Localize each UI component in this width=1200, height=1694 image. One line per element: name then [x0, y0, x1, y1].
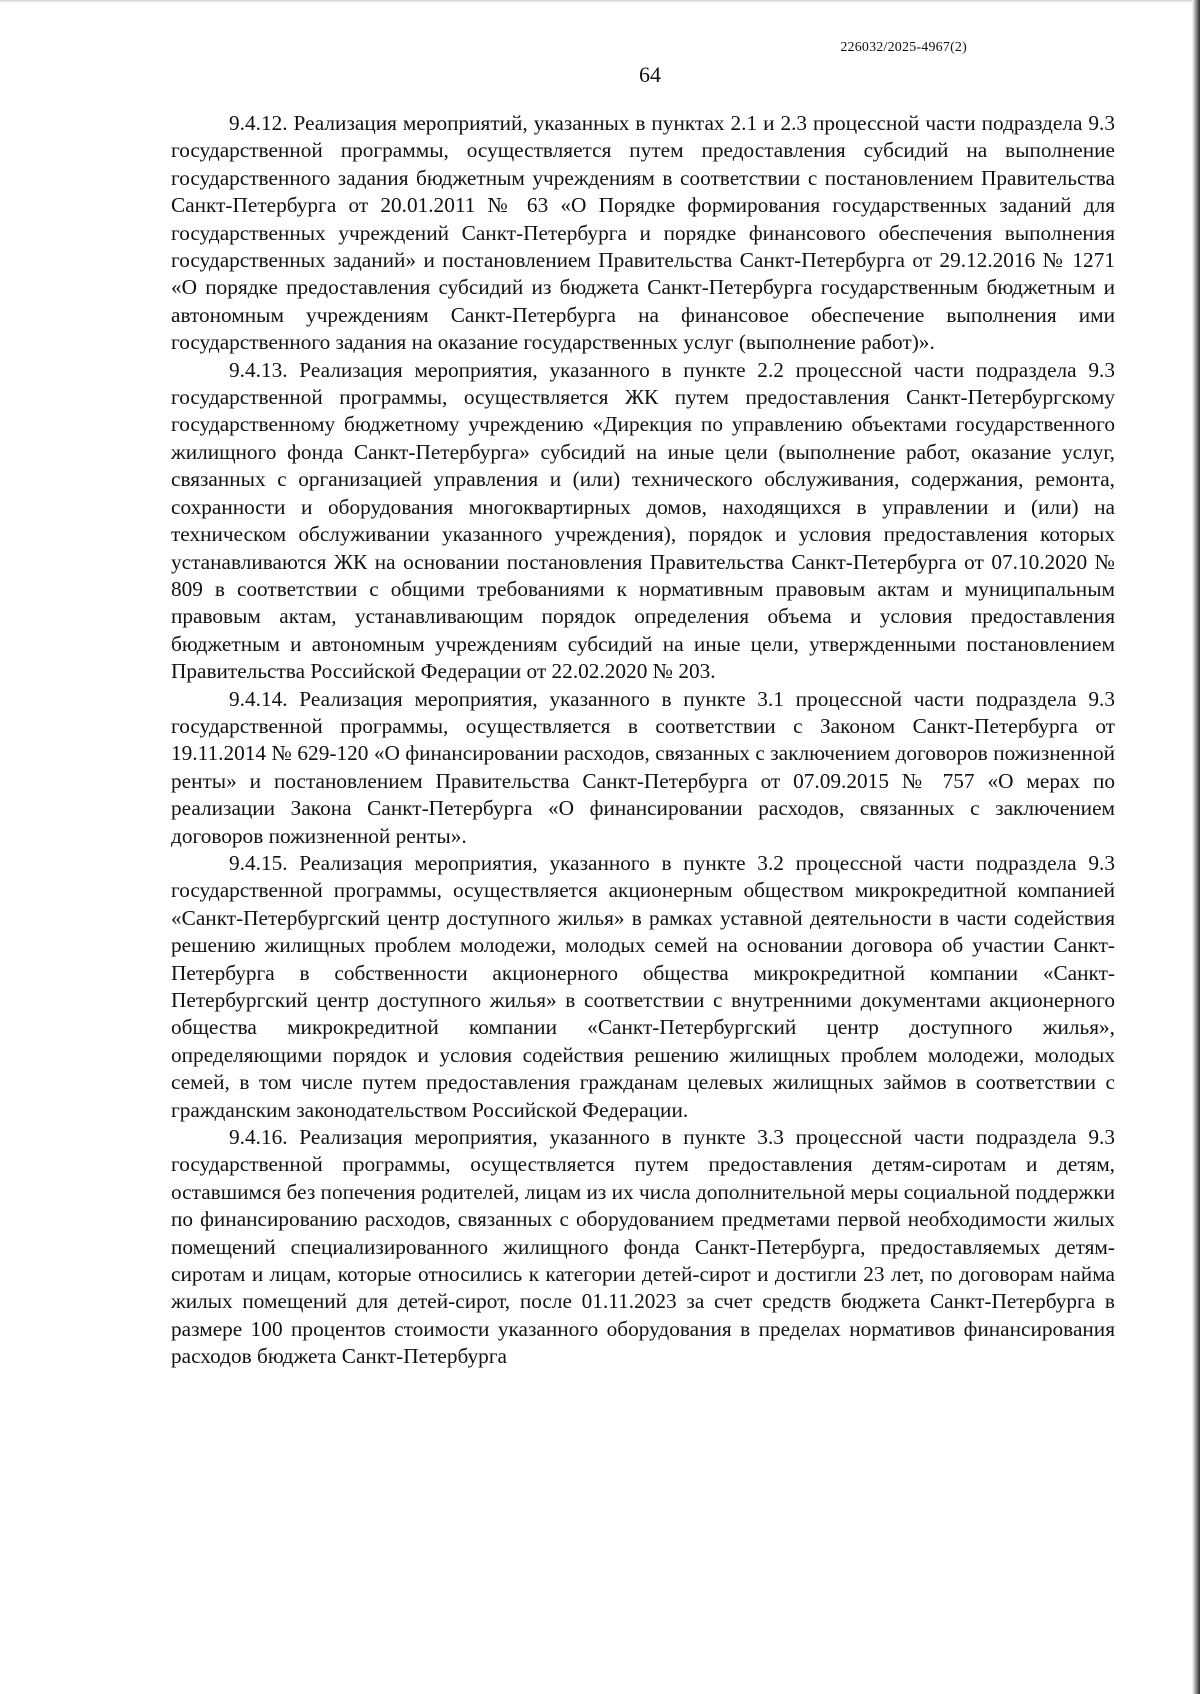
document-id: 226032/2025-4967(2)	[840, 40, 967, 55]
scan-edge-right	[1192, 0, 1200, 1694]
paragraph-9-4-12: 9.4.12. Реализация мероприятий, указанных в пунктах 2.1 и 2.3 процессной части подраздела 9.3 государственной программы, осуществляется путем предоставления субсидий на выполнение государственного задания бюджетным учреждениям в соответствии с постановлением Правительства Санкт-Петербурга от 20.01.2011 № 63 «О Порядке формирования государственных заданий для государственных учреждений Санкт-Петербурга и порядке финансового обеспечения выполнения государственных заданий» и постановлением Правительства Санкт-Петербурга от 29.12.2016 № 1271 «О порядке предоставления субсидий из бюджета Санкт-Петербурга государственным бюджетным и автономным учреждениям Санкт-Петербурга на финансовое обеспечение выполнения ими государственного задания на оказание государственных услуг (выполнение работ)».	[171, 111, 1115, 355]
paragraph-9-4-14: 9.4.14. Реализация мероприятия, указанного в пункте 3.1 процессной части подраздела 9.3 государственной программы, осуществляется в соответствии с Законом Санкт-Петербурга от 19.11.2014 № 629-120 «О финансировании расходов, связанных с заключением договоров пожизненной ренты» и постановлением Правительства Санкт-Петербурга от 07.09.2015 № 757 «О мерах по реализации Закона Санкт-Петербурга «О финансировании расходов, связанных с заключением договоров пожизненной ренты».	[171, 686, 1115, 848]
paragraph-9-4-15: 9.4.15. Реализация мероприятия, указанного в пункте 3.2 процессной части подраздела 9.3 государственной программы, осуществляется акционерным обществом микрокредитной компанией «Санкт-Петербургский центр доступного жилья» в рамках уставной деятельности в части содействия решению жилищных проблем молодежи, молодых семей на основании договора об участии Санкт-Петербурга в собственности акционерного общества микрокредитной компании «Санкт-Петербургский центр доступного жилья» в соответствии с внутренними документами акционерного общества микрокредитной компании «Санкт-Петербургский центр доступного жилья», определяющими порядок и условия содействия решению жилищных проблем молодежи, молодых семей, в том числе путем предоставления гражданам целевых жилищных займов в соответствии с гражданским законодательством Российской Федерации.	[171, 850, 1115, 1122]
page-number: 64	[639, 62, 661, 87]
document-body	[171, 110, 1115, 1371]
scan-edge-top	[0, 0, 1200, 3]
paragraph-9-4-13: 9.4.13. Реализация мероприятия, указанного в пункте 2.2 процессной части подраздела 9.3 государственной программы, осуществляется ЖК путем предоставления Санкт-Петербургскому государственному бюджетному учреждению «Дирекция по управлению объектами государственного жилищного фонда Санкт-Петербурга» субсидий на иные цели (выполнение работ, оказание услуг, связанных с организацией управления и (или) технического обслуживания, содержания, ремонта, сохранности и оборудования многоквартирных домов, находящихся в управлении и (или) на техническом обслуживании указанного учреждения), порядок и условия предоставления которых устанавливаются ЖК на основании постановления Правительства Санкт-Петербурга от 07.10.2020 № 809 в соответствии с общими требованиями к нормативным правовым актам и муниципальным правовым актам, устанавливающим порядок определения объема и условия предоставления бюджетным и автономным учреждениям субсидий на иные цели, утвержденными постановлением Правительства Российской Федерации от 22.02.2020 № 203.	[171, 357, 1115, 684]
paragraph-9-4-16: 9.4.16. Реализация мероприятия, указанного в пункте 3.3 процессной части подраздела 9.3 государственной программы, осуществляется путем предоставления детям-сиротам и детям, оставшимся без попечения родителей, лицам из их числа дополнительной меры социальной поддержки по финансированию расходов, связанных с оборудованием предметами первой необходимости жилых помещений специализированного жилищного фонда Санкт-Петербурга, предоставляемых детям-сиротам и лицам, которые относились к категории детей-сирот и достигли 23 лет, по договорам найма жилых помещений для детей-сирот, после 01.11.2023 за счет средств бюджета Санкт-Петербурга в размере 100 процентов стоимости указанного оборудования в пределах нормативов финансирования расходов бюджета Санкт-Петербурга	[171, 1125, 1115, 1369]
